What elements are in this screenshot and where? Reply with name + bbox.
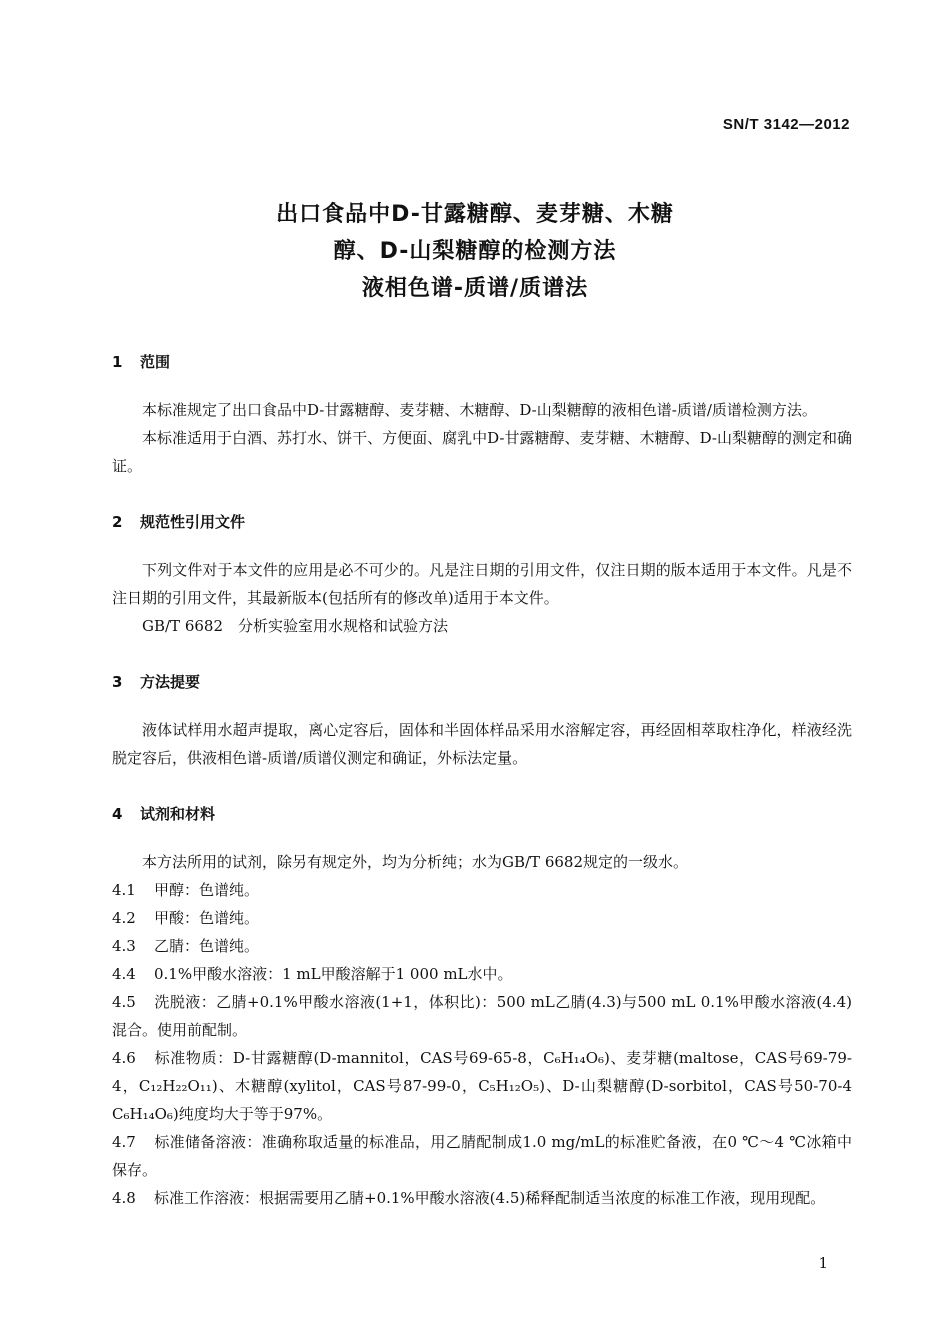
title-line-2: 醇、D-山梨糖醇的检测方法 <box>333 239 617 264</box>
title-line-3: 液相色谱-质谱/质谱法 <box>361 276 589 301</box>
reagent-item <box>112 876 852 904</box>
item-text: 甲酸：色谱纯。 <box>154 909 260 927</box>
item-text: 乙腈：色谱纯。 <box>154 937 260 955</box>
item-text: 0.1%甲酸水溶液：1 mL甲酸溶解于1 000 mL水中。 <box>154 965 513 983</box>
section-title: 试剂和材料 <box>140 805 216 823</box>
item-number: 4.7 <box>112 1133 136 1151</box>
item-number: 4.5 <box>112 993 136 1011</box>
reagent-item <box>112 932 852 960</box>
title-line-1: 出口食品中D-甘露糖醇、麦芽糖、木糖 <box>276 202 674 227</box>
section-title: 方法提要 <box>140 673 201 691</box>
section-heading-reagents <box>112 800 852 828</box>
scope-paragraph-2: 本标准适用于白酒、苏打水、饼干、方便面、腐乳中D-甘露糖醇、麦芽糖、木糖醇、D-山梨糖醇的测定和确证。 <box>112 429 852 475</box>
reagent-item <box>112 1044 852 1128</box>
scope-paragraph-1: 本标准规定了出口食品中D-甘露糖醇、麦芽糖、木糖醇、D-山梨糖醇的液相色谱-质谱/质谱检测方法。 <box>142 401 817 419</box>
standard-code: SN/T 3142—2012 <box>722 116 850 133</box>
reagents-intro: 本方法所用的试剂，除另有规定外，均为分析纯；水为GB/T 6682规定的一级水。 <box>142 853 689 871</box>
section-number: 2 <box>112 513 123 531</box>
section-number: 4 <box>112 805 123 823</box>
item-number: 4.6 <box>112 1049 136 1067</box>
item-text: 甲醇：色谱纯。 <box>154 881 260 899</box>
item-number: 4.8 <box>112 1189 136 1207</box>
reagent-item <box>112 904 852 932</box>
item-text: 标准物质：D-甘露糖醇(D-mannitol，CAS号69-65-8，C₆H₁₄O₆)、麦芽糖(maltose，CAS号69-79-4，C₁₂H₂₂O₁₁)、木糖醇(xylitol，CAS号87-99-0，C₅H₁₂O₅)、D-山梨糖醇(D-sorbitol，CAS号50-70-4 C₆H₁₄O₆)纯度均大于等于97%。 <box>112 1049 852 1123</box>
section-heading-scope <box>112 348 852 376</box>
item-text: 标准储备溶液：准确称取适量的标准品，用乙腈配制成1.0 mg/mL的标准贮备液，在0 ℃～4 ℃冰箱中保存。 <box>112 1133 852 1179</box>
item-text: 标准工作溶液：根据需要用乙腈+0.1%甲酸水溶液(4.5)稀释配制适当浓度的标准工作液，现用现配。 <box>154 1189 826 1207</box>
references-paragraph: 下列文件对于本文件的应用是必不可少的。凡是注日期的引用文件，仅注日期的版本适用于本文件。凡是不注日期的引用文件，其最新版本(包括所有的修改单)适用于本文件。 <box>112 561 852 607</box>
reagent-item <box>112 988 852 1044</box>
item-number: 4.1 <box>112 881 136 899</box>
section-heading-normative-references <box>112 508 852 536</box>
reference-entry: GB/T 6682 分析实验室用水规格和试验方法 <box>142 617 449 635</box>
page-number: 1 <box>818 1254 828 1272</box>
document-body <box>112 348 852 1212</box>
item-number: 4.3 <box>112 937 136 955</box>
method-summary-paragraph: 液体试样用水超声提取，离心定容后，固体和半固体样品采用水溶解定容，再经固相萃取柱净化，样液经洗脱定容后，供液相色谱-质谱/质谱仪测定和确证，外标法定量。 <box>112 721 852 767</box>
section-heading-method-summary <box>112 668 852 696</box>
section-title: 规范性引用文件 <box>140 513 246 531</box>
item-text: 洗脱液：乙腈+0.1%甲酸水溶液(1+1，体积比)：500 mL乙腈(4.3)与500 mL 0.1%甲酸水溶液(4.4)混合。使用前配制。 <box>112 993 852 1039</box>
reagent-item <box>112 1184 852 1212</box>
section-number: 1 <box>112 353 123 371</box>
reagent-item <box>112 1128 852 1184</box>
item-number: 4.4 <box>112 965 136 983</box>
reagent-item <box>112 960 852 988</box>
section-number: 3 <box>112 673 123 691</box>
section-title: 范围 <box>140 353 171 371</box>
item-number: 4.2 <box>112 909 136 927</box>
document-title <box>0 196 950 307</box>
